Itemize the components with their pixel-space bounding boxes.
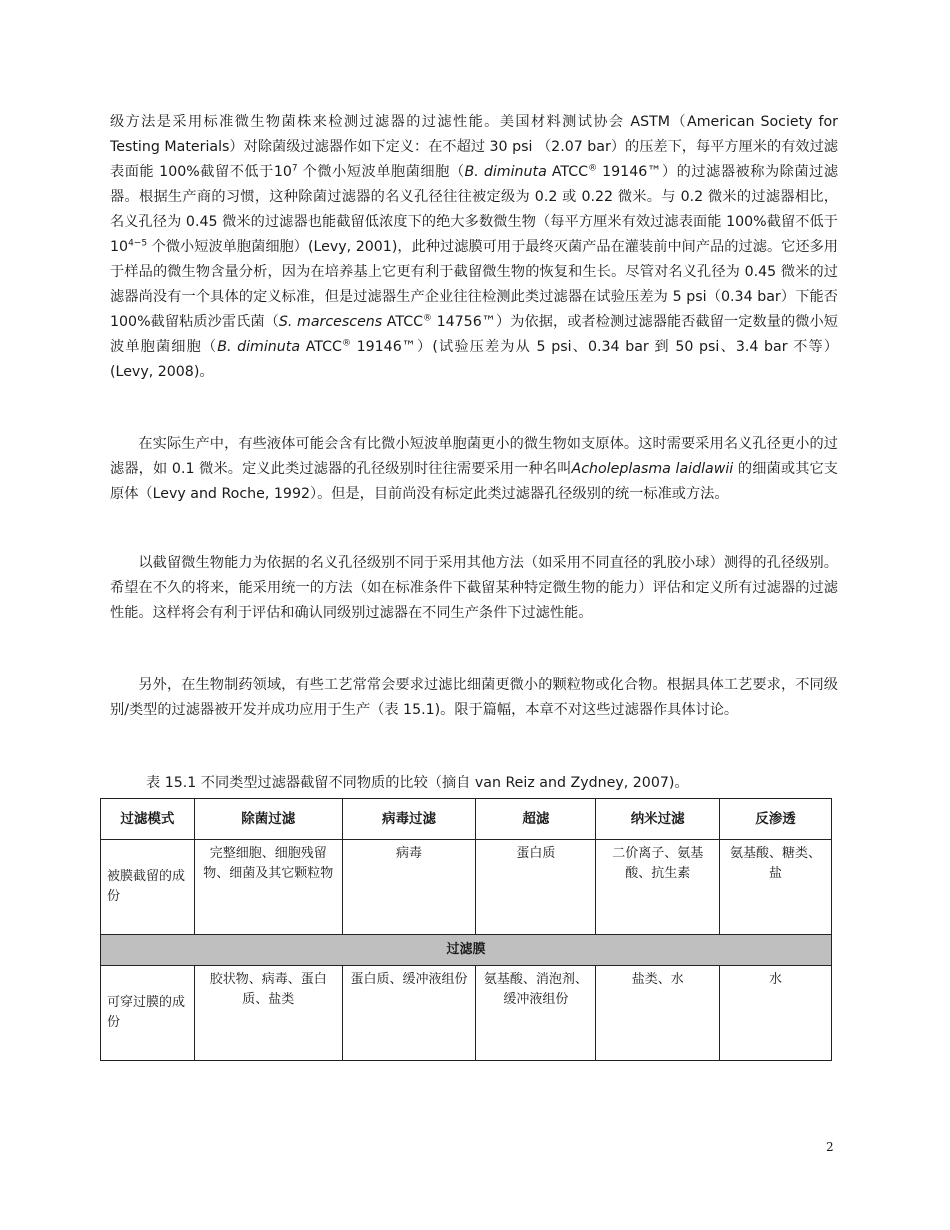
- table-row-passing: [101, 966, 832, 1061]
- text-run: 在实际生产中，有些液体可能会含有比微小短波单胞菌更小的微生物如支原体。这时需要采用名义孔径更小的过滤器，如 0.1 微米。定义此类过滤器的孔径级别时往往需要采用一种名叫: [110, 436, 838, 477]
- text-run: ATCC: [546, 164, 589, 180]
- superscript: 4−5: [128, 238, 148, 249]
- table-band-row: [101, 935, 832, 966]
- header-cell: 纳米过滤: [596, 799, 720, 840]
- species-name: Acholeplasma laidlawii: [571, 461, 734, 477]
- table-cell: 完整细胞、细胞残留物、细菌及其它颗粒物: [194, 840, 342, 935]
- text-run: ATCC: [300, 339, 342, 355]
- header-cell: 除菌过滤: [194, 799, 342, 840]
- row-head-cell: 被膜截留的成份: [101, 840, 195, 935]
- registered-mark: ®: [423, 313, 433, 324]
- table-cell: 蛋白质: [476, 840, 596, 935]
- text-run: ATCC: [382, 314, 424, 330]
- text-run: 个微小短波单胞菌细胞（: [297, 164, 465, 180]
- paragraph-sterile-filter-definition: [110, 110, 838, 385]
- table-cell: 胶状物、病毒、蛋白质、盐类: [194, 966, 342, 1061]
- table-cell: 蛋白质、缓冲液组份: [342, 966, 476, 1061]
- registered-mark: ®: [341, 338, 351, 349]
- table-row-retained: [101, 840, 832, 935]
- paragraph-pore-rating: 以截留微生物能力为依据的名义孔径级别不同于采用其他方法（如采用不同直径的乳胶小球）测得的孔径级别。希望在不久的将来，能采用统一的方法（如在标准条件下截留某种特定微生物的能力）评估和定义所有过滤器的过滤性能。这样将会有利于评估和确认同级别过滤器在不同生产条件下过滤性能。: [110, 555, 838, 621]
- page-number: 2: [826, 1140, 834, 1154]
- superscript: 7: [291, 163, 298, 174]
- registered-mark: ®: [588, 163, 598, 174]
- table-header-row: [101, 799, 832, 840]
- table-cell: 水: [720, 966, 832, 1061]
- text-run: 19146™）(试验压差为从 5 psi、0.34 bar 到 50 psi、3.4 bar 不等）(Levy, 2008)。: [110, 339, 839, 380]
- paragraph-biopharma: 另外，在生物制药领域，有些工艺常常会要求过滤比细菌更微小的颗粒物或化合物。根据具体工艺要求，不同级别/类型的过滤器被开发并成功应用于生产（表 15.1)。限于篇幅，本章不对这些过滤器作具体讨论。: [110, 677, 838, 718]
- table-cell: 盐类、水: [596, 966, 720, 1061]
- table-cell: 氨基酸、糖类、盐: [720, 840, 832, 935]
- text-run: 个微小短波单胞菌细胞）(Levy, 2001)，此种过滤膜可用于最终灭菌产品在灌装前中间产品的过滤。它还多用于样品的微生物含量分析，因为在培养基上它更有利于截留微生物的恢复和生长。尽管对名义孔径为 0.45 微米的过滤器尚没有一个具体的定义标准，但是过滤器生产企业往往检测此类过滤器在试验压差为 5 psi（0.34 bar）下能否 100%截留粘质沙雷氏菌（: [110, 239, 838, 330]
- text-run: 14756™）为依据，或者检测过滤器能否截留一定数量的微小短波单胞菌细胞（: [110, 314, 838, 355]
- species-name: B. diminuta: [464, 164, 547, 180]
- header-cell: 病毒过滤: [342, 799, 476, 840]
- table-cell: 病毒: [342, 840, 476, 935]
- paragraph-mycoplasma: [110, 432, 838, 507]
- table-cell: 二价离子、氨基酸、抗生素: [596, 840, 720, 935]
- filter-comparison-table: [100, 798, 832, 1061]
- header-cell: 过滤模式: [101, 799, 195, 840]
- text-run: 的细菌或其它支原体（Levy and Roche, 1992）。但是，目前尚没有标定此类过滤器孔径级别的统一标准或方法。: [110, 461, 838, 502]
- header-cell: 超滤: [476, 799, 596, 840]
- table-caption: 表 15.1 不同类型过滤器截留不同物质的比较（摘自 van Reiz and Zydney, 2007)。: [146, 775, 689, 791]
- table-cell: 氨基酸、消泡剂、缓冲液组份: [476, 966, 596, 1061]
- text-run: 级方法是采用标准微生物菌株来检测过滤器的过滤性能。美国材料测试协会 ASTM（American Society for Testing Materials）对除菌级过滤器作如下定义：在不超过 30 psi （2.07 bar）的压差下，每平方厘米的有效过滤表面能 100%截留不低于10: [110, 114, 838, 180]
- species-name: B. diminuta: [217, 339, 301, 355]
- band-label: 过滤膜: [101, 935, 832, 966]
- text-run: 19146™）的过滤器被称为除菌过滤器。根据生产商的习惯，这种除菌过滤器的名义孔径往往被定级为 0.2 或 0.22 微米。与 0.2 微米的过滤器相比，名义孔径为 0.45 微米的过滤器也能截留低浓度下的绝大多数微生物（每平方厘米有效过滤表面能 100%截留不低于10: [110, 164, 839, 255]
- species-name: S. marcescens: [278, 314, 383, 330]
- row-head-cell: 可穿过膜的成份: [101, 966, 195, 1061]
- header-cell: 反渗透: [720, 799, 832, 840]
